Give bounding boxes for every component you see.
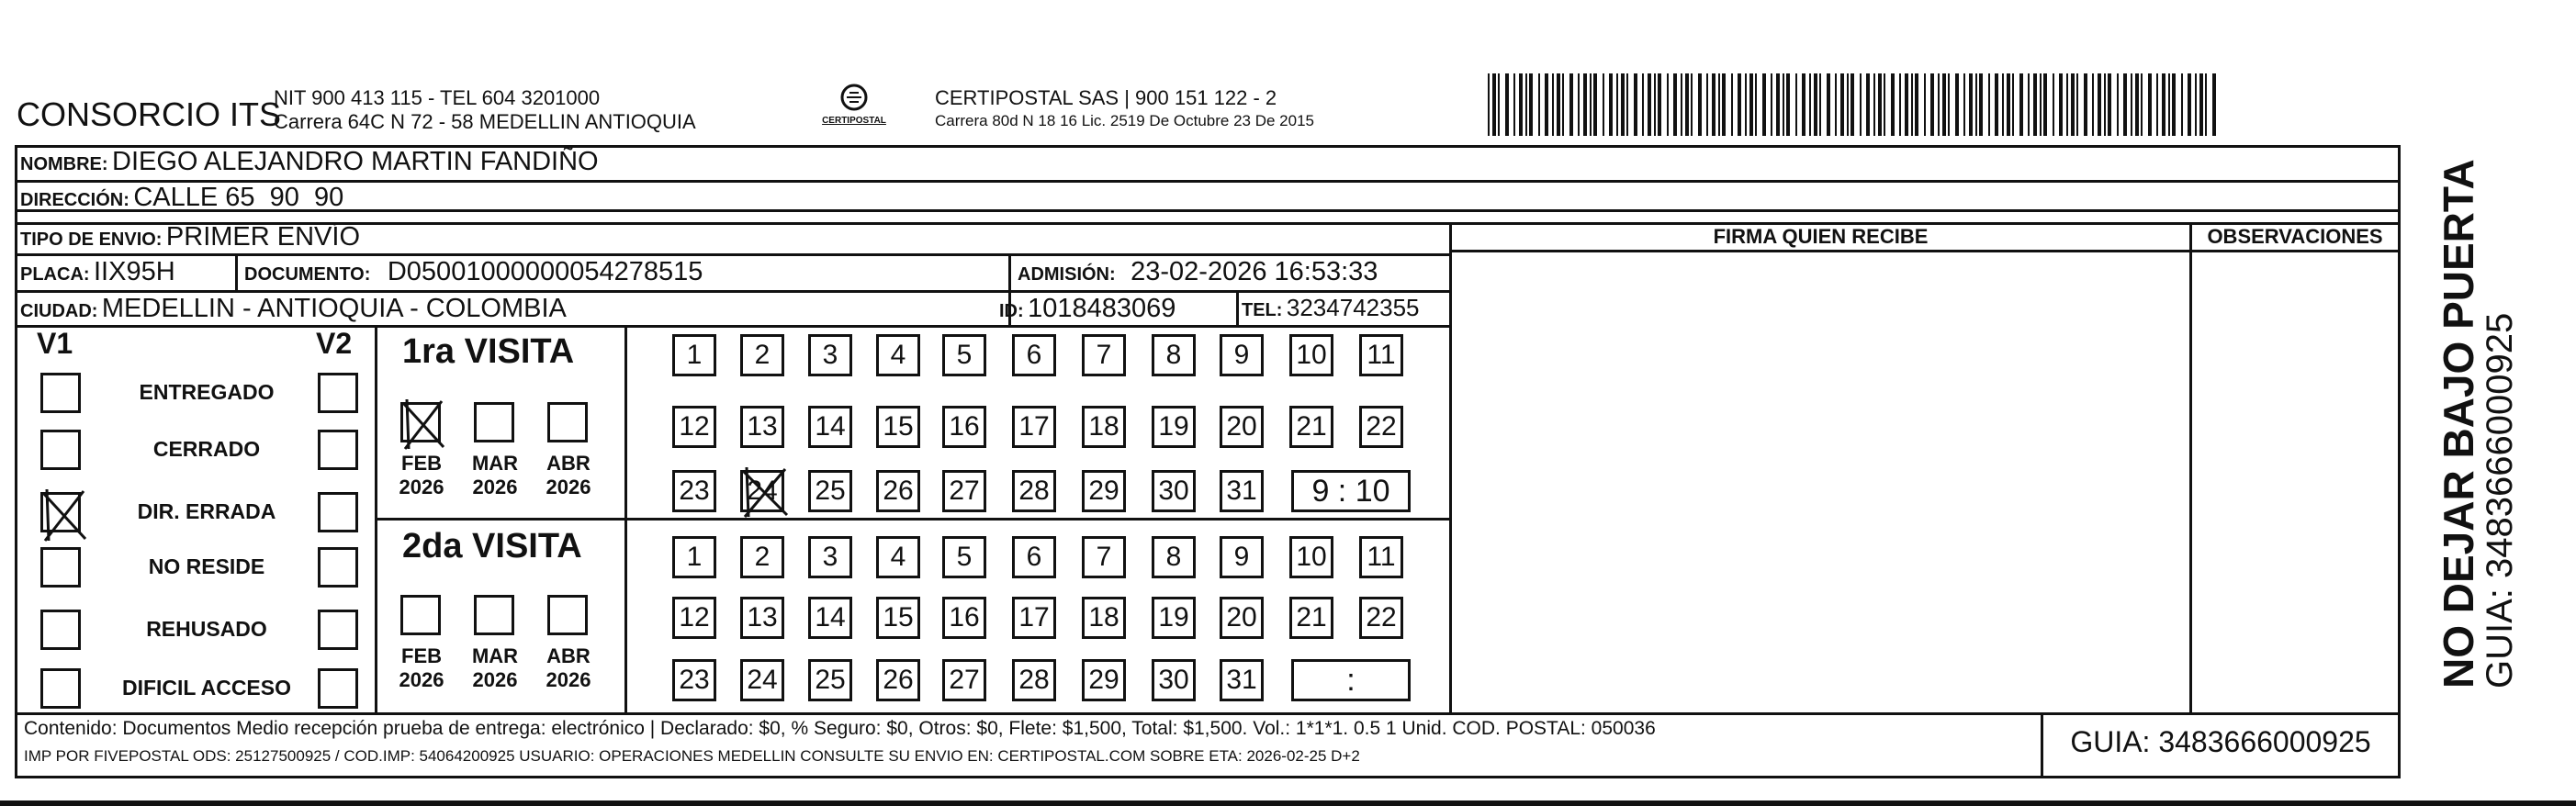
barcode [1488, 73, 2218, 136]
day-box[interactable]: 17 [1012, 406, 1056, 448]
barcode-bar [2092, 73, 2094, 136]
barcode-bar [1795, 73, 1797, 136]
barcode-bar [2040, 73, 2042, 136]
barcode-bar [2066, 73, 2068, 136]
barcode-bar [1634, 73, 1637, 136]
month-checkbox[interactable] [474, 402, 514, 442]
barcode-bar [2043, 73, 2047, 136]
barcode-bar [1616, 73, 1618, 136]
month-checkbox[interactable] [400, 402, 441, 442]
barcode-bar [1924, 73, 1926, 136]
day-box[interactable]: 29 [1082, 659, 1126, 701]
barcode-bar [1673, 73, 1677, 136]
time-box[interactable]: : [1291, 659, 1411, 701]
day-box[interactable]: 27 [942, 659, 986, 701]
day-box[interactable]: 26 [876, 659, 920, 701]
v1-label: V1 [37, 327, 73, 360]
barcode-bar [1884, 73, 1885, 136]
barcode-bar [1873, 73, 1875, 136]
day-box[interactable]: 14 [808, 597, 852, 639]
barcode-bar [2028, 73, 2030, 136]
barcode-bar [2071, 73, 2075, 136]
day-box[interactable]: 25 [808, 659, 852, 701]
barcode-bar [1860, 73, 1862, 136]
barcode-bar [1988, 73, 1990, 136]
barcode-bar [1975, 73, 1977, 136]
day-box[interactable]: 7 [1082, 536, 1126, 578]
barcode-bar [1557, 73, 1560, 136]
certipostal-logo [808, 81, 900, 136]
barcode-bar [1667, 73, 1669, 136]
barcode-bar [1915, 73, 1918, 136]
barcode-bar [2007, 73, 2010, 136]
day-box[interactable]: 7 [1082, 334, 1126, 376]
barcode-bar [1814, 73, 1817, 136]
barcode-bar [1552, 73, 1554, 136]
v2-checkbox[interactable] [318, 430, 358, 470]
day-box[interactable]: 30 [1152, 470, 1196, 512]
footer-guia: GUIA: 3483666000925 [2070, 725, 2371, 758]
barcode-bar [1802, 73, 1805, 136]
barcode-bar [2181, 73, 2183, 136]
day-box[interactable]: 14 [808, 406, 852, 448]
day-box[interactable]: 24 [740, 659, 784, 701]
day-box[interactable]: 12 [672, 597, 716, 639]
barcode-bar [2195, 73, 2197, 136]
day-box[interactable]: 10 [1289, 536, 1333, 578]
day-box[interactable]: 5 [942, 536, 986, 578]
month-label: MAR 2026 [471, 452, 519, 498]
nit-line: NIT 900 413 115 - TEL 604 3201000 [274, 86, 601, 109]
day-box[interactable]: 20 [1220, 406, 1264, 448]
day-box[interactable]: 29 [1082, 470, 1126, 512]
month-label: MAR 2026 [471, 644, 519, 691]
barcode-bar [1771, 73, 1772, 136]
day-box[interactable]: 16 [942, 406, 986, 448]
day-box[interactable]: 19 [1152, 406, 1196, 448]
direccion-value: CALLE 65 90 90 [133, 183, 344, 212]
barcode-bar [2141, 73, 2143, 136]
v2-checkbox[interactable] [318, 492, 358, 532]
barcode-bar [2148, 73, 2152, 136]
ciudad-value: MEDELLIN - ANTIOQUIA - COLOMBIA [101, 294, 567, 323]
day-box[interactable]: 2 [740, 536, 784, 578]
barcode-bar [1538, 73, 1540, 136]
admision-value: 23-02-2026 16:53:33 [1131, 257, 1378, 286]
barcode-bar [2104, 73, 2106, 136]
barcode-bar [1866, 73, 1870, 136]
barcode-bar [1626, 73, 1628, 136]
barcode-bar [2053, 73, 2054, 136]
day-box[interactable]: 6 [1012, 536, 1056, 578]
month-checkbox[interactable] [474, 595, 514, 635]
barcode-bar [2098, 73, 2101, 136]
barcode-bar [1712, 73, 1715, 136]
admision-row [1018, 257, 1378, 287]
v2-checkbox[interactable] [318, 373, 358, 413]
visit1-title: 1ra VISITA [402, 332, 575, 371]
barcode-bar [1948, 73, 1950, 136]
barcode-bar [1762, 73, 1766, 136]
barcode-bar [1648, 73, 1651, 136]
day-box[interactable]: 3 [808, 334, 852, 376]
barcode-bar [2188, 73, 2191, 136]
barcode-bar [1578, 73, 1580, 136]
day-box[interactable]: 23 [672, 470, 716, 512]
placa-row [20, 257, 175, 287]
day-box[interactable]: 13 [740, 406, 784, 448]
v1-checkbox[interactable] [40, 430, 81, 470]
day-box[interactable]: 6 [1012, 334, 1056, 376]
day-box[interactable]: 28 [1012, 470, 1056, 512]
day-box[interactable]: 9 [1220, 334, 1264, 376]
status-label: DIFICIL ACCESO [121, 676, 291, 700]
day-box[interactable]: 31 [1220, 470, 1264, 512]
month-label: ABR 2026 [546, 644, 591, 691]
day-box[interactable]: 21 [1289, 406, 1333, 448]
barcode-bar [1776, 73, 1780, 136]
barcode-bar [2019, 73, 2023, 136]
barcode-bar [1891, 73, 1895, 136]
barcode-bar [2135, 73, 2139, 136]
day-box[interactable]: 13 [740, 597, 784, 639]
day-box[interactable]: 4 [876, 334, 920, 376]
barcode-bar [1969, 73, 1973, 136]
barcode-bar [1590, 73, 1592, 136]
barcode-bar [2168, 73, 2170, 136]
day-box[interactable]: 22 [1359, 597, 1403, 639]
visit2-title: 2da VISITA [402, 527, 582, 565]
day-box[interactable]: 5 [942, 334, 986, 376]
barcode-bar [1955, 73, 1959, 136]
footer-line2: IMP POR FIVEPOSTAL ODS: 25127500925 / COD.IMP: 54064200925 USUARIO: OPERACIONES MEDELLIN CONSULTE SU ENVIO EN: CERTIPOSTAL.COM SOBRE ETA: 2026-02-25 D+2 [24, 747, 1360, 765]
tipo-label: TIPO DE ENVIO: [20, 229, 163, 250]
barcode-bar [1930, 73, 1934, 136]
placa-value: IIX95H [94, 257, 175, 286]
barcode-bar [1722, 73, 1726, 136]
barcode-bar [2002, 73, 2004, 136]
v1-checkbox[interactable] [40, 373, 81, 413]
direccion-row [20, 183, 343, 213]
barcode-bar [1963, 73, 1965, 136]
barcode-bar [2123, 73, 2127, 136]
day-box[interactable]: 23 [672, 659, 716, 701]
barcode-bar [1738, 73, 1741, 136]
barcode-bar [2117, 73, 2119, 136]
barcode-bar [1519, 73, 1523, 136]
barcode-bar [1809, 73, 1811, 136]
footer-line1: Contenido: Documentos Medio recepción prueba de entrega: electrónico | Declarado: $0, % Seguro: $0, Otros: $0, Flete: $1,500, Total: $1,500. Vol.: 1*1*1. 0.5 1 Unid. COD. POSTAL: 050036 [24, 718, 1656, 739]
barcode-bar [1654, 73, 1656, 136]
barcode-bar [1529, 73, 1533, 136]
certipostal-line: CERTIPOSTAL SAS | 900 151 122 - 2 [935, 86, 1277, 109]
day-box[interactable]: 26 [876, 470, 920, 512]
side-guia: GUIA: 3483666000925 [2480, 312, 2520, 688]
day-box[interactable]: 4 [876, 536, 920, 578]
barcode-bar [1698, 73, 1702, 136]
barcode-bar [1691, 73, 1693, 136]
barcode-bar [1942, 73, 1946, 136]
status-label: CERRADO [152, 437, 261, 461]
v2-label: V2 [316, 327, 353, 360]
barcode-bar [1995, 73, 1998, 136]
barcode-bar [1755, 73, 1757, 136]
barcode-bar [2162, 73, 2165, 136]
barcode-bar [1718, 73, 1720, 136]
day-box[interactable]: 20 [1220, 597, 1264, 639]
day-box[interactable]: 15 [876, 406, 920, 448]
day-box[interactable]: 9 [1220, 536, 1264, 578]
id-row [999, 294, 1176, 324]
direccion-label: DIRECCIÓN: [20, 190, 129, 210]
v1-checkbox[interactable] [40, 547, 81, 588]
barcode-bar [1498, 73, 1500, 136]
observaciones-header: OBSERVACIONES [2207, 225, 2383, 248]
day-box[interactable]: 22 [1359, 406, 1403, 448]
barcode-bar [2156, 73, 2158, 136]
day-box[interactable]: 31 [1220, 659, 1264, 701]
barcode-bar [1658, 73, 1661, 136]
barcode-bar [2172, 73, 2176, 136]
barcode-bar [1878, 73, 1882, 136]
barcode-bar [1492, 73, 1496, 136]
barcode-bar [1840, 73, 1844, 136]
tipo-row [20, 222, 360, 252]
barcode-bar [1681, 73, 1682, 136]
status-label: NO RESIDE [148, 554, 265, 578]
day-box[interactable]: 30 [1152, 659, 1196, 701]
check-mark-icon [398, 397, 449, 451]
ciudad-label: CIUDAD: [20, 301, 98, 321]
day-box[interactable]: 19 [1152, 597, 1196, 639]
barcode-bar [2084, 73, 2087, 136]
day-box[interactable]: 15 [876, 597, 920, 639]
barcode-bar [1786, 73, 1790, 136]
barcode-bar [2108, 73, 2111, 136]
barcode-bar [1642, 73, 1644, 136]
check-mark-icon [737, 465, 793, 519]
documento-value: D05001000000054278515 [387, 257, 703, 286]
day-box[interactable]: 1 [672, 334, 716, 376]
day-box[interactable]: 8 [1152, 334, 1196, 376]
day-box[interactable]: 21 [1289, 597, 1333, 639]
company-name: CONSORCIO ITS [17, 95, 282, 133]
barcode-bar [2059, 73, 2063, 136]
day-box[interactable]: 3 [808, 536, 852, 578]
barcode-bar [1603, 73, 1604, 136]
barcode-bar [1979, 73, 1983, 136]
barcode-bar [1835, 73, 1837, 136]
nombre-row [20, 147, 599, 177]
barcode-bar [2033, 73, 2037, 136]
v2-checkbox[interactable] [318, 547, 358, 588]
day-box[interactable]: 11 [1359, 334, 1403, 376]
barcode-bar [1783, 73, 1784, 136]
day-box[interactable]: 10 [1289, 334, 1333, 376]
barcode-bar [1749, 73, 1753, 136]
tel-label: TEL: [1242, 300, 1283, 320]
tel-value: 3234742355 [1286, 294, 1420, 321]
day-box[interactable]: 11 [1359, 536, 1403, 578]
barcode-bar [1562, 73, 1564, 136]
barcode-bar [2012, 73, 2014, 136]
barcode-bar [1583, 73, 1587, 136]
barcode-bar [1706, 73, 1708, 136]
day-box[interactable]: 27 [942, 470, 986, 512]
barcode-bar [1938, 73, 1940, 136]
barcode-bar [1850, 73, 1854, 136]
day-box[interactable]: 28 [1012, 659, 1056, 701]
barcode-bar [1545, 73, 1548, 136]
barcode-bar [1905, 73, 1908, 136]
v1-checkbox[interactable] [40, 610, 81, 650]
day-box[interactable]: 17 [1012, 597, 1056, 639]
day-box[interactable]: 8 [1152, 536, 1196, 578]
v1-checkbox[interactable] [40, 668, 81, 709]
barcode-bar [2199, 73, 2203, 136]
nombre-value: DIEGO ALEJANDRO MARTIN FANDIÑO [112, 147, 599, 176]
barcode-bar [2076, 73, 2078, 136]
barcode-bar [1847, 73, 1849, 136]
certipostal-address: Carrera 80d N 18 16 Lic. 2519 De Octubre 23 De 2015 [935, 112, 1314, 129]
status-label: ENTREGADO [139, 380, 275, 404]
day-box[interactable]: 25 [808, 470, 852, 512]
address-line: Carrera 64C N 72 - 58 MEDELLIN ANTIOQUIA [274, 110, 696, 133]
time-box[interactable]: 9 : 10 [1291, 470, 1411, 512]
month-label: FEB 2026 [399, 644, 444, 691]
placa-label: PLACA: [20, 264, 90, 285]
month-checkbox[interactable] [547, 595, 588, 635]
v2-checkbox[interactable] [318, 610, 358, 650]
barcode-bar [1488, 73, 1490, 136]
barcode-bar [1745, 73, 1747, 136]
firma-header: FIRMA QUIEN RECIBE [1713, 225, 1929, 248]
barcode-bar [1827, 73, 1830, 136]
barcode-bar [1911, 73, 1913, 136]
tipo-value: PRIMER ENVÍO [165, 222, 361, 252]
day-box[interactable]: 18 [1082, 597, 1126, 639]
status-label: REHUSADO [146, 617, 267, 641]
no-dejar-bajo-puerta: NO DEJAR BAJO PUERTA [2435, 159, 2482, 688]
month-label: FEB 2026 [399, 452, 444, 498]
month-checkbox[interactable] [400, 595, 441, 635]
tel-row [1242, 294, 1420, 322]
barcode-bar [1609, 73, 1613, 136]
status-label: DIR. ERRADA [137, 499, 276, 523]
barcode-bar [2212, 73, 2216, 136]
barcode-bar [1569, 73, 1573, 136]
barcode-bar [1819, 73, 1821, 136]
id-value: 1018483069 [1028, 294, 1176, 323]
nombre-label: NOMBRE: [20, 154, 108, 174]
barcode-bar [1593, 73, 1597, 136]
ciudad-row [20, 294, 567, 324]
day-box[interactable]: 16 [942, 597, 986, 639]
barcode-bar [2205, 73, 2207, 136]
id-label: ID: [999, 301, 1024, 321]
barcode-bar [1513, 73, 1515, 136]
barcode-bar [1621, 73, 1625, 136]
barcode-bar [2131, 73, 2132, 136]
barcode-bar [1731, 73, 1733, 136]
barcode-bar [1525, 73, 1527, 136]
day-box[interactable]: 2 [740, 334, 784, 376]
v2-checkbox[interactable] [318, 668, 358, 709]
month-checkbox[interactable] [547, 402, 588, 442]
day-box[interactable]: 24 [740, 470, 784, 512]
month-label: ABR 2026 [546, 452, 591, 498]
v1-checkbox[interactable] [40, 492, 81, 532]
documento-label: DOCUMENTO: [244, 264, 371, 285]
barcode-bar [1505, 73, 1509, 136]
logo-text: CERTIPOSTAL [822, 116, 886, 126]
barcode-bar [1685, 73, 1689, 136]
documento-row [244, 257, 703, 287]
day-box[interactable]: 1 [672, 536, 716, 578]
admision-label: ADMISIÓN: [1018, 264, 1116, 285]
barcode-bar [1899, 73, 1901, 136]
day-box[interactable]: 12 [672, 406, 716, 448]
day-box[interactable]: 18 [1082, 406, 1126, 448]
